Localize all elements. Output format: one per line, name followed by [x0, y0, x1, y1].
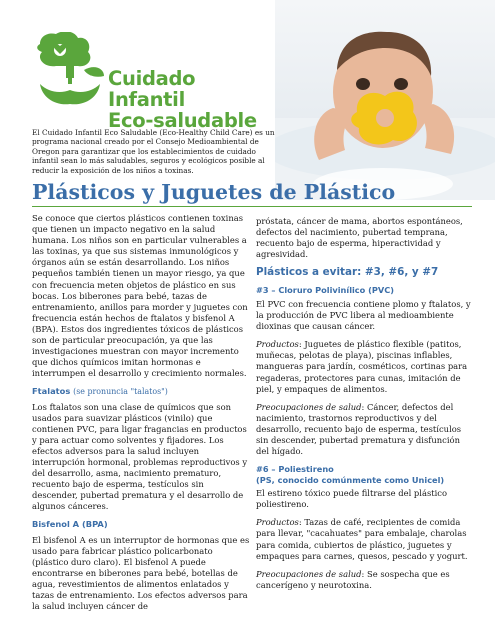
ftalatos-paragraph: Los ftalatos son una clase de químicos que son usados para suavizar plásticos (vinilo) que contienen PVC, para ligar fragancias en productos y para actuar como solventes y fijadores. Los efectos adversos para la salud incluyen interrupción hormonal, problemas reproductivos y del desarrollo, asma, nacimiento prematuro, recuento bajo de esperma, testículos sin descender, pubertad prematura y el desarrollo de algunos cánceres. — [32, 401, 248, 512]
ps-paragraph: El estireno tóxico puede filtrarse del plástico poliestireno. — [256, 488, 448, 510]
brand-line-1: Cuidado Infantil — [108, 67, 196, 111]
title-divider — [32, 206, 472, 207]
pvc-heading-text: #3 – Cloruro Polivinílico (PVC) — [256, 285, 394, 296]
pvc-products — [256, 339, 474, 394]
brand-name — [108, 68, 270, 131]
pvc-health-text: : Cáncer, defectos del nacimiento, trastornos reproductivos y del desarrollo, recuento bajo de esperma, testículos sin descender, pubertad prematura y disfunción del hígado. — [256, 401, 462, 457]
baby-in-bath-photo — [275, 0, 495, 200]
pvc-health-label: Preocupaciones de salud — [256, 401, 362, 412]
ftalatos-heading-text: Ftalatos — [32, 386, 71, 397]
brand-line-2: Eco-saludable — [108, 109, 257, 132]
bpa-paragraph: El bisfenol A es un interruptor de hormonas que es usado para fabricar plástico policarbonato (plástico duro claro). El bisfenol A puede encontrarse en biberones para bebé, botellas de agua, revestimientos de alimentos enlatados y tazas de entrenamiento. Los efectos adversos para la salud incluyen cáncer de — [32, 534, 250, 612]
ps-products-label: Productos — [256, 517, 299, 528]
pvc-paragraph: El PVC con frecuencia contiene plomo y ftalatos, y la producción de PVC libera al medioambiente dioxinas que causan cáncer. — [256, 298, 471, 332]
plastics-to-avoid-heading: Plásticos a evitar: #3, #6, y #7 — [256, 266, 439, 279]
ftalatos-heading — [32, 386, 250, 397]
program-intro: El Cuidado Infantil Eco Saludable (Eco-Healthy Child Care) es un programa nacional creado por el Consejo Medioambiental de Oregon para garantizar que los establecimientos de cuidado infantil sean lo más saludables, seguros y ecológicos posible al reducir la exposición de los niños a toxinas. — [32, 128, 275, 175]
ftalatos-pronunciation: (se pronuncia "talatos") — [73, 387, 168, 397]
ps-health-text: : Se sospecha que es cancerígeno y neurotoxina. — [256, 568, 450, 590]
right-column — [256, 216, 474, 598]
ps-heading — [256, 464, 474, 485]
left-column — [32, 213, 250, 619]
ps-heading-line-1: #6 – Poliestireno — [256, 464, 334, 475]
logo — [30, 18, 270, 132]
pvc-heading — [256, 285, 474, 296]
bpa-heading: Bisfenol A (BPA) — [32, 519, 108, 530]
ps-products — [256, 517, 474, 561]
ps-health-label: Preocupaciones de salud — [256, 568, 362, 579]
intro-paragraph: Se conoce que ciertos plásticos contienen toxinas que tienen un impacto negativo en la salud humana. Los niños son en particular vulnerables a las toxinas, ya que sus sistemas inmunológicos y órganos aún se están desarrollando. Los niños pequeños también tienen un mayor riesgo, ya que con frecuencia meten objetos de plástico en sus bocas. Los biberones para bebé, tazas de entrenamiento, anillos para morder y juguetes con frecuencia están hechos de ftalatos y bisfenol A (BPA). Estos dos ingredientes tóxicos de plásticos son de particular preocupación, ya que las investigaciones muestran con mayor incremento que dichos químicos imitan hormonas e interrumpen el desarrollo y crecimiento normales. — [32, 213, 248, 379]
ps-heading-line-2: (PS, conocido comúnmente como Unicel) — [256, 474, 445, 485]
tree-hands-leaf-icon — [34, 32, 106, 108]
pvc-products-text: : Juguetes de plástico flexible (patitos, muñecas, pelotas de playa), piscinas inflables, mangueras para jardín, cosméticos, cortinas para regaderas, protectores para cunas, imitación de piel, y empaques de alimentos. — [256, 339, 468, 394]
ps-products-text: : Tazas de café, recipientes de comida para llevar, "cacahuates" para embalaje, charolas para comida, cubiertos de plástico, juguetes y empaques para carnes, quesos, pescado y yogurt. — [256, 517, 468, 561]
page-title: Plásticos y Juguetes de Plástico — [32, 180, 396, 204]
pvc-health — [256, 402, 474, 457]
bpa-continued-paragraph: próstata, cáncer de mama, abortos espontáneos, defectos del nacimiento, pubertad temprana, recuento bajo de esperma, hiperactividad y agresividad. — [256, 216, 463, 260]
pvc-products-label: Productos — [256, 339, 299, 350]
ps-health — [256, 569, 474, 591]
